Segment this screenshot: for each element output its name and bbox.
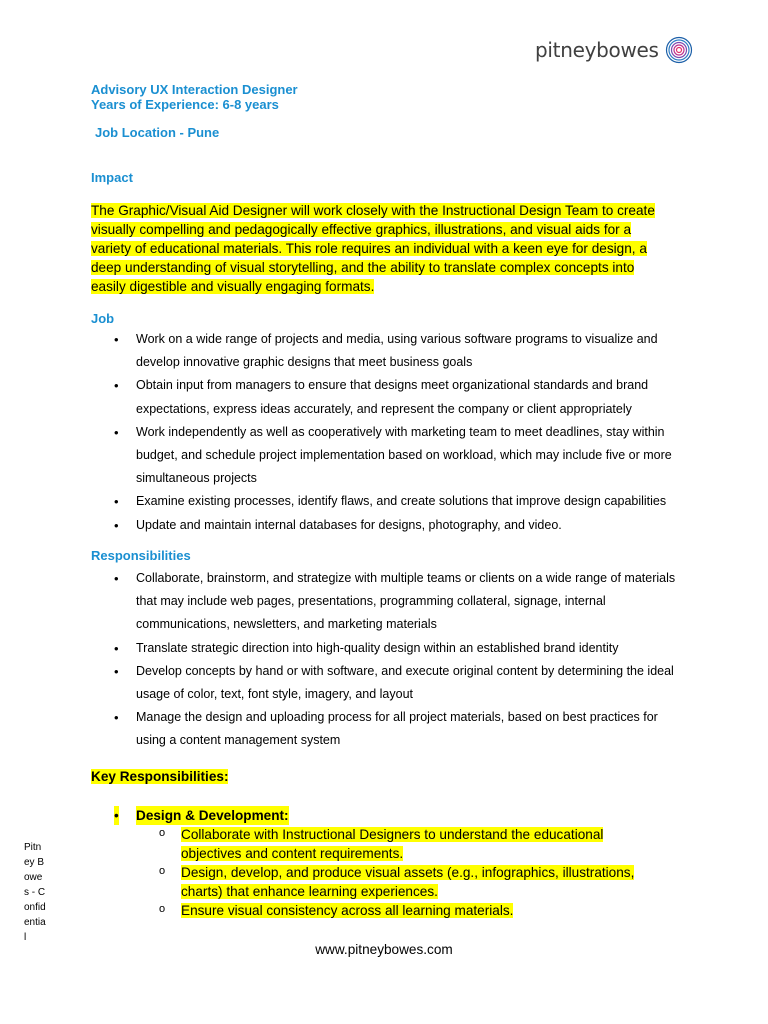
list-item: • Collaborate, brainstorm, and strategize with multiple teams or clients on a wide range of materials that may include web pages, presentations, programming collateral, signage, internal communications, newsletters, and marketing materials [110,567,690,637]
job-title: Advisory UX Interaction Designer [91,82,298,97]
impact-line: deep understanding of visual storytelling, and the ability to translate complex concepts into [91,260,635,275]
sub-item-text: Design, develop, and produce visual assets (e.g., infographics, illustrations, charts) that enhance learning experiences. [181,865,635,899]
pitney-bowes-logo-icon [665,36,693,64]
experience-line: Years of Experience: 6-8 years [91,97,279,112]
key-responsibilities-label: Key Responsibilities: [91,769,229,784]
key-responsibilities-heading [91,769,228,784]
confidential-note: Pitney Bowes - Confidential [24,842,46,943]
impact-line: The Graphic/Visual Aid Designer will work closely with the Instructional Design Team to create [91,203,655,218]
list-item: • Translate strategic direction into high-quality design within an established brand identity [110,637,690,660]
sub-list-item [157,825,657,863]
list-item: • Obtain input from managers to ensure that designs meet organizational standards and brand expectations, express ideas accurately, and represent the company or client appropriately [110,374,690,420]
impact-line: visually compelling and pedagogically effective graphics, illustrations, and visual aids for a [91,222,632,237]
job-location: Job Location - Pune [95,125,220,140]
job-header [91,82,298,140]
impact-line: easily digestible and visually engaging formats. [91,279,375,294]
list-item: • Examine existing processes, identify flaws, and create solutions that improve design capabilities [110,490,690,513]
list-item: • Update and maintain internal databases for designs, photography, and video. [110,514,690,537]
pitney-bowes-logo [535,36,693,64]
job-heading: Job [91,311,115,326]
sub-list-item [157,863,657,901]
impact-paragraph [91,201,681,296]
job-list [110,328,690,537]
list-item: • Work independently as well as cooperatively with marketing team to meet deadlines, stay within budget, and schedule project implementation based on workload, which may include five or more simultaneous projects [110,421,690,491]
responsibilities-list [110,567,690,753]
bullet-icon: • [114,808,119,823]
design-development-label: Design & Development: [136,808,289,823]
impact-heading: Impact [91,170,133,185]
list-item: • Work on a wide range of projects and media, using various software programs to visualize and develop innovative graphic designs that meet business goals [110,328,690,374]
logo-text: pitneybowes [535,38,659,62]
list-item: • Develop concepts by hand or with software, and execute original content by determining the ideal usage of color, text, font style, imagery, and layout [110,660,690,706]
list-item: • Manage the design and uploading process for all project materials, based on best practices for using a content management system [110,706,690,752]
sub-item-text: Collaborate with Instructional Designers to understand the educational objectives and content requirements. [181,827,604,861]
responsibilities-heading: Responsibilities [91,548,191,563]
sub-list-item [157,901,657,920]
sub-item-text: Ensure visual consistency across all learning materials. [181,903,514,918]
impact-line: variety of educational materials. This role requires an individual with a keen eye for design, a [91,241,647,256]
design-sub-list [157,825,657,920]
footer-url[interactable]: www.pitneybowes.com [315,942,453,957]
